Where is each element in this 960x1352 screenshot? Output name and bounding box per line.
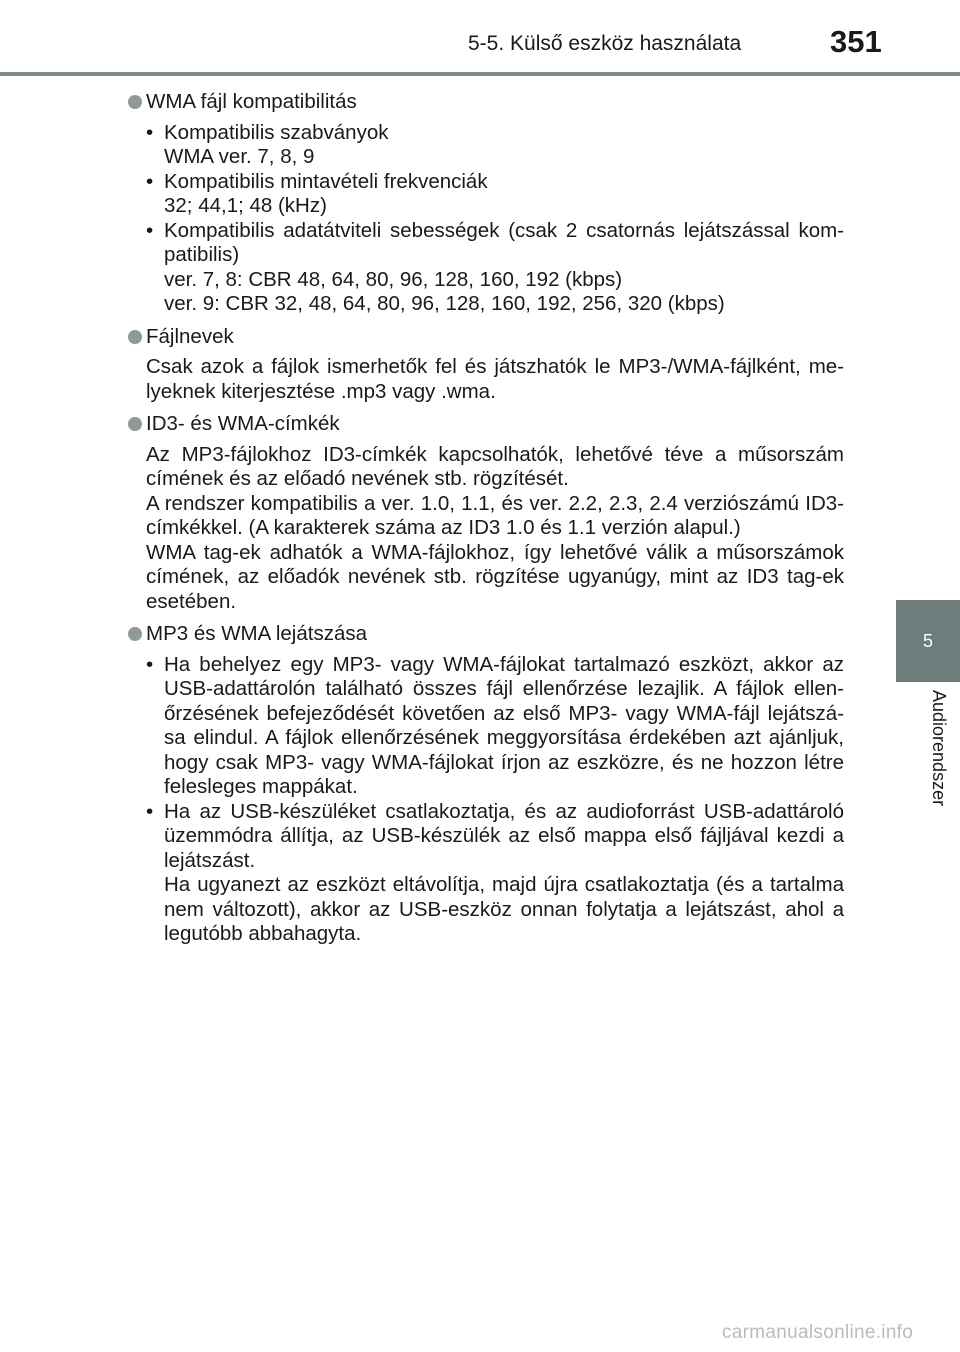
- list-item-line: ver. 7, 8: CBR 48, 64, 80, 96, 128, 160, 192 (kbps): [164, 267, 623, 291]
- section-heading: [128, 325, 844, 350]
- header-section-title: 5-5. Külső eszköz használata: [468, 32, 742, 55]
- chapter-number: 5: [922, 630, 933, 651]
- bullet-dot-icon: [128, 627, 142, 641]
- bullet-dot-icon: [128, 330, 142, 344]
- paragraph: Csak azok a fájlok ismerhetők fel és játszhatók le MP3-/WMA-fájlként, me-lyeknek kiterjesztése .mp3 vagy .wma.: [146, 355, 844, 403]
- section-id3-wma-tags: [128, 412, 844, 614]
- list-item: [146, 653, 844, 800]
- bullet-dot-icon: [128, 95, 142, 109]
- paragraph: [146, 443, 844, 615]
- section-heading: [128, 412, 844, 437]
- list-item-line: WMA ver. 7, 8, 9: [164, 145, 315, 168]
- section-filenames: [128, 325, 844, 405]
- section-title: WMA fájl kompatibilitás: [146, 90, 357, 113]
- section-wma-compatibility: [128, 90, 844, 317]
- list-item-line: • Kompatibilis mintavételi frekvenciák: [164, 169, 488, 193]
- section-title: MP3 és WMA lejátszása: [146, 622, 368, 645]
- list-item: [146, 170, 844, 219]
- paragraph-line: Az MP3-fájlokhoz ID3-címkék kapcsolhatók, lehetővé téve a műsorszám címének és az előadó nevének stb. rögzítését.: [146, 442, 844, 490]
- chapter-label: Audiorendszer: [929, 690, 949, 807]
- list-item-line: • Ha az USB-készüléket csatlakoztatja, és az audioforrást USB-adattároló üzemmódra állítja, az USB-készülék az első mappa első fájljával kezdi a lejátszást.: [164, 799, 844, 872]
- chapter-tab: [896, 600, 960, 682]
- watermark: carmanualsonline.info: [722, 1322, 914, 1343]
- paragraph-line: WMA tag-ek adhatók a WMA-fájlokhoz, így lehetővé válik a műsorszámok címének, az előadók nevének stb. rögzítése ugyanúgy, mint az ID3 tag-ek esetében.: [146, 540, 844, 613]
- list-item-line: 32; 44,1; 48 (kHz): [164, 194, 327, 217]
- section-title: ID3- és WMA-címkék: [146, 412, 340, 435]
- list-item: [146, 121, 844, 170]
- list-item-line: • Ha behelyez egy MP3- vagy WMA-fájlokat tartalmazó eszközt, akkor az USB-adattárolón található összes fájl ellenőrzése lezajlik. A fájlok ellen-őrzésének befejeződését követően az első MP3- vagy WMA-fájl lejátszá-sa elindul. A fájlok ellenőrzésének meggyorsítása érdekében azt ajánljuk, hogy csak MP3- vagy WMA-fájlokat írjon az eszközre, és ne hozzon létre felesleges mappákat.: [164, 652, 844, 798]
- page-number: 351: [830, 24, 882, 59]
- section-heading: [128, 90, 844, 115]
- section-title: Fájlnevek: [146, 324, 234, 348]
- header-rule: [0, 72, 960, 76]
- section-mp3-wma-playback: [128, 622, 844, 947]
- list-item-line: • Kompatibilis szabványok: [164, 120, 389, 144]
- list-item: [146, 219, 844, 317]
- section-heading: [128, 622, 844, 647]
- paragraph-line: A rendszer kompatibilis a ver. 1.0, 1.1, és ver. 2.2, 2.3, 2.4 verziószámú ID3-címkékkel. (A karakterek száma az ID3 1.0 és 1.1 verzión alapul.): [146, 491, 844, 539]
- list-item: [146, 800, 844, 947]
- bullet-dot-icon: [128, 417, 142, 431]
- list-item-line: Ha ugyanezt az eszközt eltávolítja, majd újra csatlakoztatja (és a tartalma nem változott), akkor az USB-eszköz onnan folytatja a lejátszást, ahol a legutóbb abbahagyta.: [164, 873, 844, 945]
- list-item-line: ver. 9: CBR 32, 48, 64, 80, 96, 128, 160, 192, 256, 320 (kbps): [164, 292, 725, 315]
- main-content: [128, 90, 844, 955]
- list-item-line: • Kompatibilis adatátviteli sebességek (csak 2 csatornás lejátszással kom-patibilis): [164, 218, 844, 266]
